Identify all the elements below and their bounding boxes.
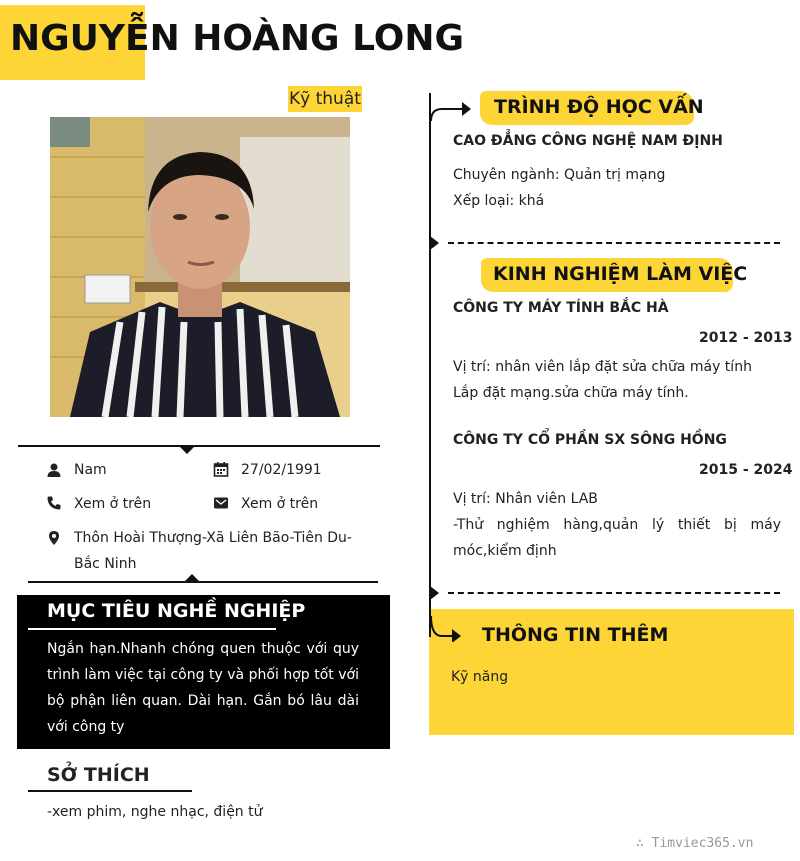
extra-info-text: Kỹ năng xyxy=(451,669,509,685)
portrait-illustration xyxy=(50,117,350,417)
info-divider-bottom xyxy=(28,581,378,583)
job-position: Vị trí: Nhân viên LAB xyxy=(453,491,598,507)
birthday-value: 27/02/1991 xyxy=(241,462,322,478)
candidate-name: NGUYỄN HOÀNG LONG xyxy=(10,18,465,59)
section-arrow-icon xyxy=(430,97,472,127)
job-years: 2015 - 2024 xyxy=(699,462,793,478)
hobbies-underline xyxy=(28,790,192,792)
job-company: CÔNG TY CỔ PHẦN SX SÔNG HỒNG xyxy=(453,432,727,448)
divider-arrow-down xyxy=(179,446,195,454)
job-description: Lắp đặt mạng.sửa chữa máy tính. xyxy=(453,385,689,401)
info-divider-top xyxy=(18,445,380,447)
education-major: Chuyên ngành: Quản trị mạng xyxy=(453,167,666,183)
timeline-marker xyxy=(430,236,439,250)
job-position: Vị trí: nhân viên lắp đặt sửa chữa máy tính xyxy=(453,359,752,375)
calendar-icon xyxy=(213,461,229,477)
section-arrow-icon xyxy=(430,612,462,646)
timeline-line xyxy=(429,93,431,637)
phone-value: Xem ở trên xyxy=(74,496,152,512)
phone-icon xyxy=(46,495,62,511)
section-divider xyxy=(448,242,780,244)
envelope-icon xyxy=(213,495,229,511)
objective-underline xyxy=(28,628,276,630)
education-title: TRÌNH ĐỘ HỌC VẤN xyxy=(494,96,704,118)
job-company: CÔNG TY MÁY TÍNH BẮC HÀ xyxy=(453,300,669,316)
education-grade: Xếp loại: khá xyxy=(453,193,545,209)
address-line-1: Thôn Hoài Thượng-Xã Liên Bão-Tiên Du- xyxy=(74,530,352,546)
job-title: Kỹ thuật xyxy=(288,86,362,112)
job-years: 2012 - 2013 xyxy=(699,330,793,346)
user-icon xyxy=(46,462,62,478)
timeline-marker xyxy=(430,586,439,600)
education-school: CAO ĐẲNG CÔNG NGHỆ NAM ĐỊNH xyxy=(453,133,723,149)
section-divider xyxy=(448,592,780,594)
objective-title: MỤC TIÊU NGHỀ NGHIỆP xyxy=(47,600,306,622)
job-description: -Thử nghiệm hàng,quản lý thiết bị máy móc,kiểm định xyxy=(453,517,781,559)
profile-photo xyxy=(50,117,350,417)
extra-info-title: THÔNG TIN THÊM xyxy=(482,624,669,646)
hobbies-title: SỞ THÍCH xyxy=(47,764,150,786)
hobbies-text: -xem phim, nghe nhạc, điện tử xyxy=(47,804,263,820)
gender-value: Nam xyxy=(74,462,107,478)
address-line-2: Bắc Ninh xyxy=(74,556,137,572)
map-marker-icon xyxy=(46,530,62,546)
experience-title: KINH NGHIỆM LÀM VIỆC xyxy=(493,263,748,285)
objective-text: Ngắn hạn.Nhanh chóng quen thuộc với quy trình làm việc tại công ty và phối hợp tốt với bộ phận liên quan. Dài hạn. Gắn bó lâu dài với công ty xyxy=(47,641,359,735)
watermark: ∴ Timviec365.vn xyxy=(636,836,754,851)
email-value: Xem ở trên xyxy=(241,496,319,512)
